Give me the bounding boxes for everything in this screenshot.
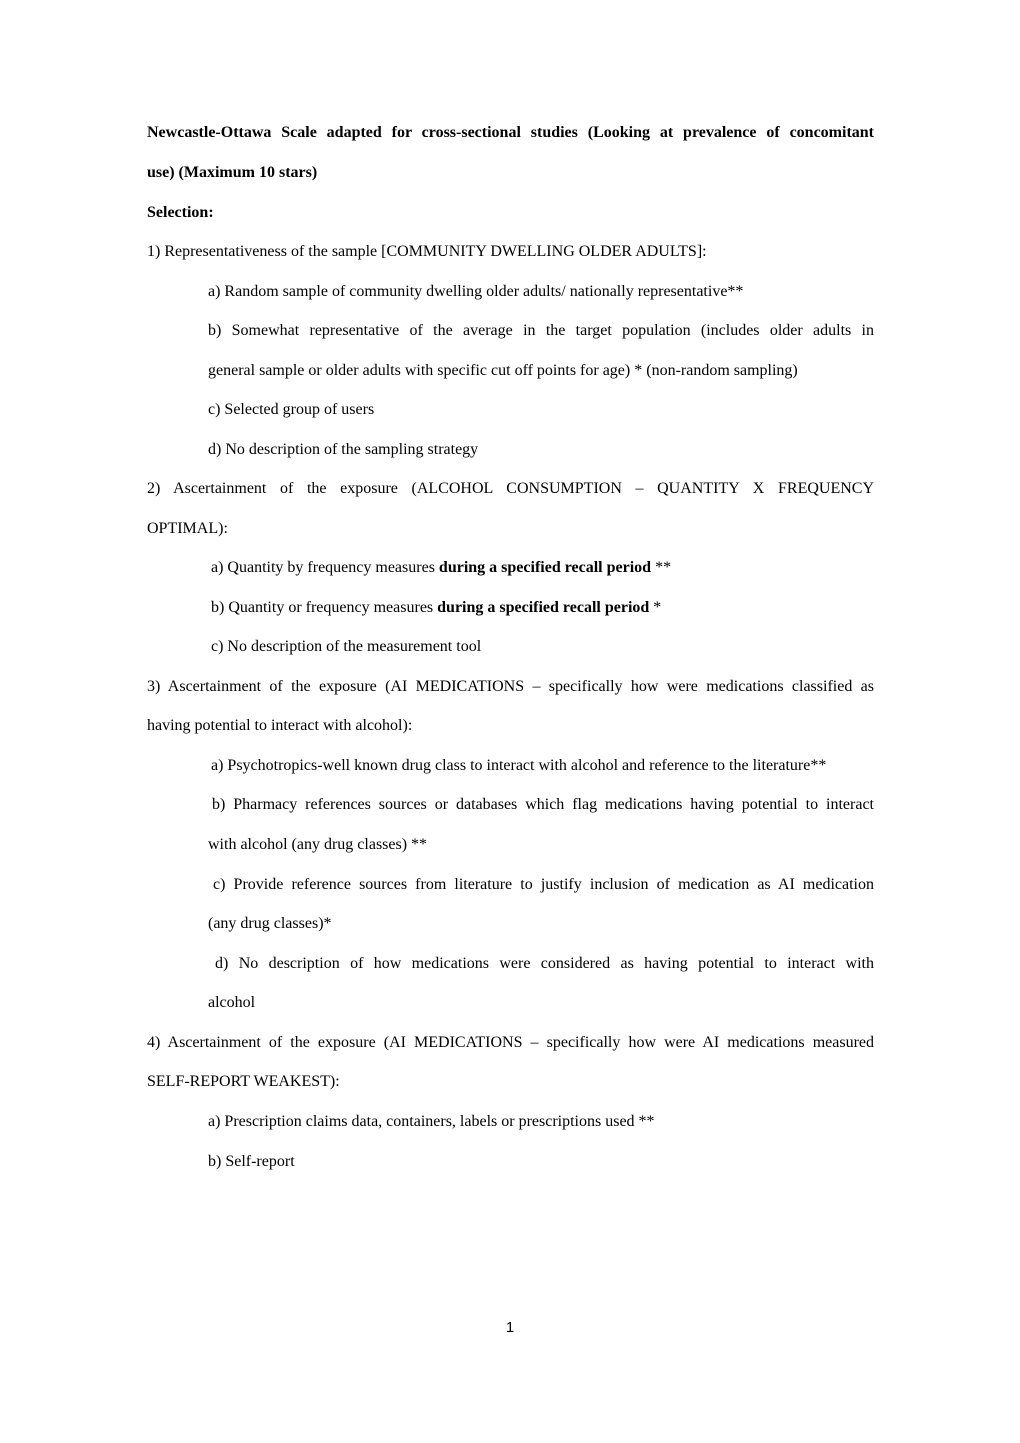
item-3-option-c-line-2: (any drug classes)*	[208, 915, 332, 932]
item-4-option-b: b) Self-report	[208, 1153, 295, 1170]
item-3-option-b-line-1: b) Pharmacy references sources or databases which flag medications having potential to interact	[212, 796, 874, 813]
item-3-option-c-line-1: c) Provide reference sources from literature to justify inclusion of medication as AI medication	[213, 876, 874, 893]
item-2-option-a	[211, 558, 877, 578]
item-2-option-a-stars: **	[651, 559, 672, 576]
item-3-heading-line-1: 3) Ascertainment of the exposure (AI MEDICATIONS – specifically how were medications classified as	[147, 678, 874, 695]
item-2-option-a-text: a) Quantity by frequency measures	[211, 559, 439, 576]
item-2-option-b-text: b) Quantity or frequency measures	[211, 599, 438, 616]
item-4-heading-line-1: 4) Ascertainment of the exposure (AI MEDICATIONS – specifically how were AI medications measured	[147, 1034, 874, 1051]
item-3-option-b-line-2: with alcohol (any drug classes) **	[208, 836, 428, 853]
item-1-option-d: d) No description of the sampling strategy	[208, 441, 479, 458]
page-number: 1	[505, 1319, 515, 1336]
item-2-option-b-bold: during a specified recall period	[437, 599, 650, 616]
item-3-heading-line-2: having potential to interact with alcohol):	[147, 717, 413, 734]
item-3-option-a: a) Psychotropics-well known drug class to interact with alcohol and reference to the literature**	[211, 757, 827, 774]
section-heading-selection: Selection:	[147, 204, 214, 221]
document-title-line-1: Newcastle-Ottawa Scale adapted for cross-sectional studies (Looking at prevalence of concomitant	[147, 124, 874, 141]
item-1-option-a: a) Random sample of community dwelling older adults/ nationally representative**	[208, 283, 744, 300]
item-1-option-b-line-2: general sample or older adults with specific cut off points for age) * (non-random sampling)	[208, 362, 798, 379]
item-2-option-b-stars: *	[649, 599, 662, 616]
document-title-line-2: use) (Maximum 10 stars)	[147, 164, 318, 181]
item-1-heading: 1) Representativeness of the sample [COMMUNITY DWELLING OLDER ADULTS]:	[147, 243, 707, 260]
item-2-option-a-bold: during a specified recall period	[438, 559, 652, 576]
item-2-option-b	[211, 598, 877, 618]
item-1-option-b-line-1: b) Somewhat representative of the average in the target population (includes older adults in	[208, 322, 874, 339]
item-3-option-d-line-1: d) No description of how medications were considered as having potential to interact with	[215, 955, 874, 972]
item-4-heading-line-2: SELF-REPORT WEAKEST):	[147, 1073, 340, 1090]
item-2-heading-line-2: OPTIMAL):	[147, 520, 228, 537]
item-4-option-a: a) Prescription claims data, containers, labels or prescriptions used **	[208, 1113, 655, 1130]
item-2-option-c: c) No description of the measurement tool	[211, 638, 482, 655]
item-2-heading-line-1: 2) Ascertainment of the exposure (ALCOHOL CONSUMPTION – QUANTITY X FREQUENCY	[147, 480, 874, 497]
item-3-option-d-line-2: alcohol	[208, 994, 256, 1011]
item-1-option-c: c) Selected group of users	[208, 401, 375, 418]
